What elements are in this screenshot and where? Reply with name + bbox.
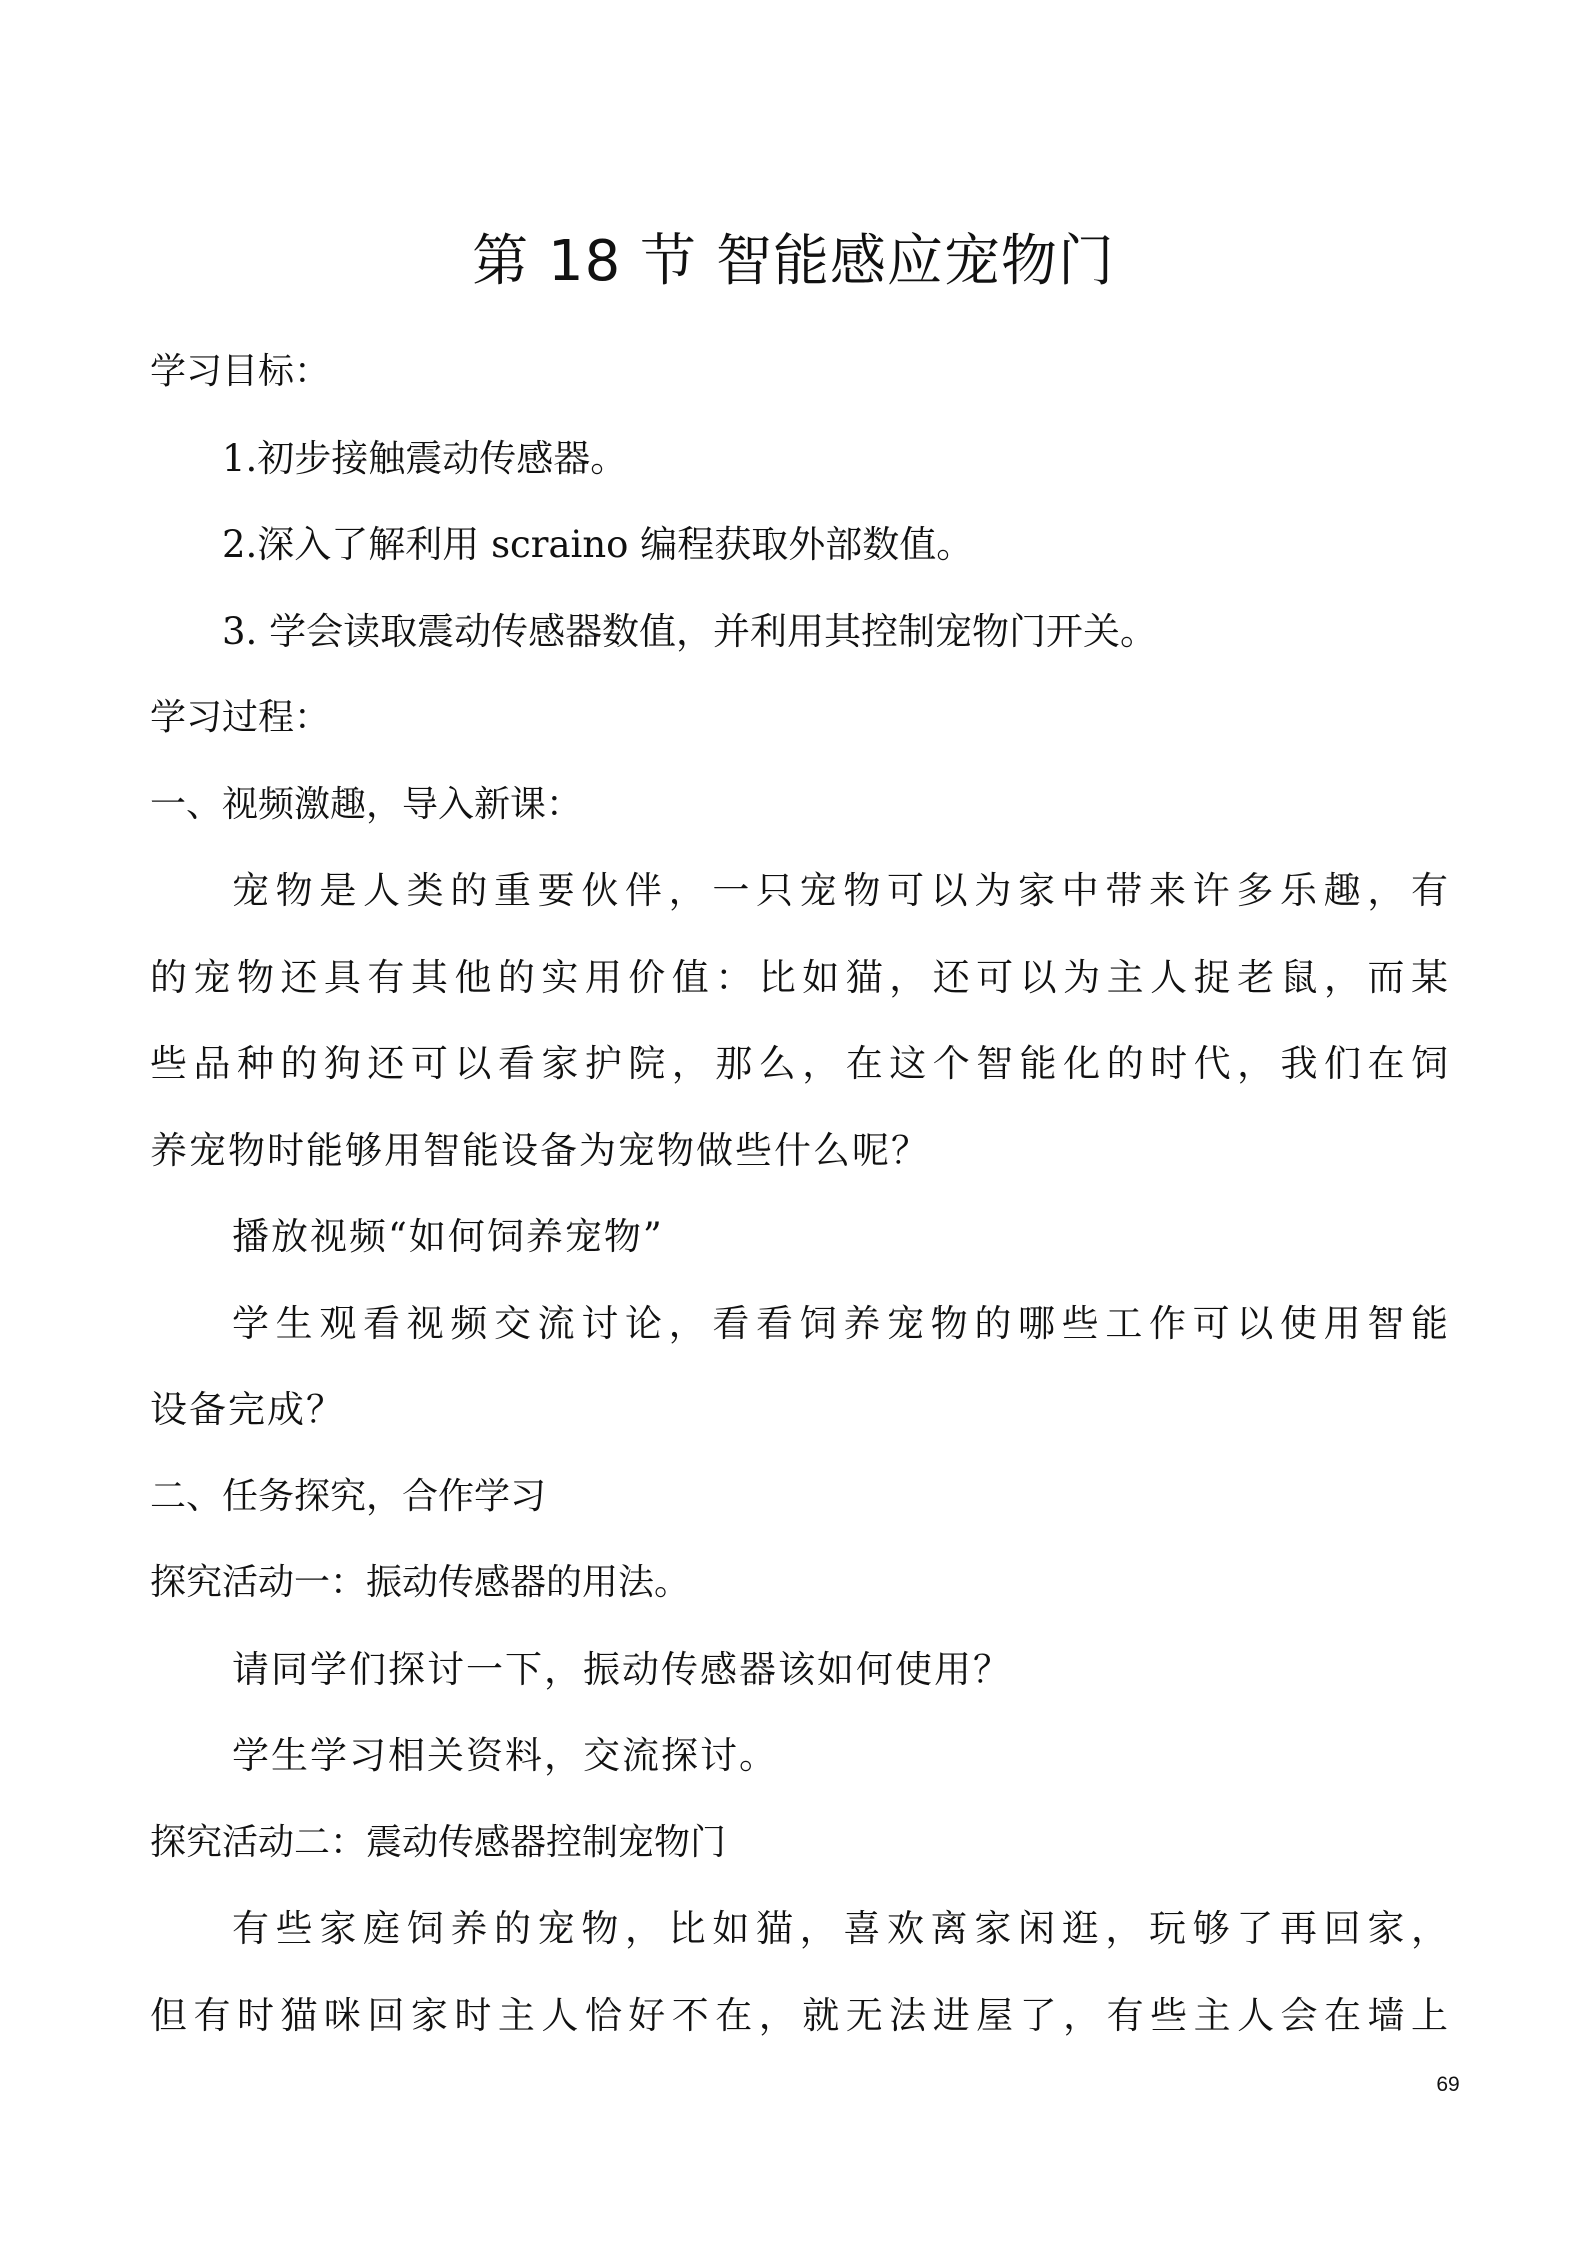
- objective-item: 3. 学会读取震动传感器数值，并利用其控制宠物门开关。: [222, 610, 1158, 653]
- paragraph-line: 设备完成？: [150, 1388, 345, 1431]
- paragraph-line: 的宠物还具有其他的实用价值：比如猫，还可以为主人捉老鼠，而某: [150, 956, 1450, 999]
- paragraph-line: 学生观看视频交流讨论，看看饲养宠物的哪些工作可以使用智能: [232, 1302, 1450, 1345]
- section2-heading: 二、任务探究，合作学习: [150, 1476, 547, 1517]
- activity2-heading: 探究活动二：震动传感器控制宠物门: [150, 1822, 727, 1863]
- paragraph-line: 有些家庭饲养的宠物，比如猫，喜欢离家闲逛，玩够了再回家，: [232, 1907, 1450, 1950]
- process-heading: 学习过程：: [150, 697, 331, 738]
- objective-item: 1.初步接触震动传感器。: [222, 437, 628, 480]
- paragraph-line: 宠物是人类的重要伙伴，一只宠物可以为家中带来许多乐趣，有: [232, 869, 1450, 912]
- video-line: 播放视频“如何饲养宠物”: [232, 1215, 664, 1258]
- paragraph-line: 但有时猫咪回家时主人恰好不在，就无法进屋了，有些主人会在墙上: [150, 1994, 1450, 2037]
- activity1-line: 学生学习相关资料，交流探讨。: [232, 1734, 778, 1777]
- page-number: 69: [1436, 2073, 1460, 2096]
- objective-item: 2.深入了解利用 scraino 编程获取外部数值。: [222, 523, 974, 566]
- page-title: 第 18 节 智能感应宠物门: [472, 229, 1115, 294]
- paragraph-line: 养宠物时能够用智能设备为宠物做些什么呢？: [150, 1129, 930, 1172]
- objectives-heading: 学习目标：: [150, 351, 331, 392]
- section1-heading: 一、视频激趣，导入新课：: [150, 784, 583, 825]
- paragraph-line: 些品种的狗还可以看家护院，那么，在这个智能化的时代，我们在饲: [150, 1042, 1450, 1085]
- activity1-line: 请同学们探讨一下，振动传感器该如何使用？: [232, 1648, 1012, 1691]
- activity1-heading: 探究活动一：振动传感器的用法。: [150, 1562, 691, 1603]
